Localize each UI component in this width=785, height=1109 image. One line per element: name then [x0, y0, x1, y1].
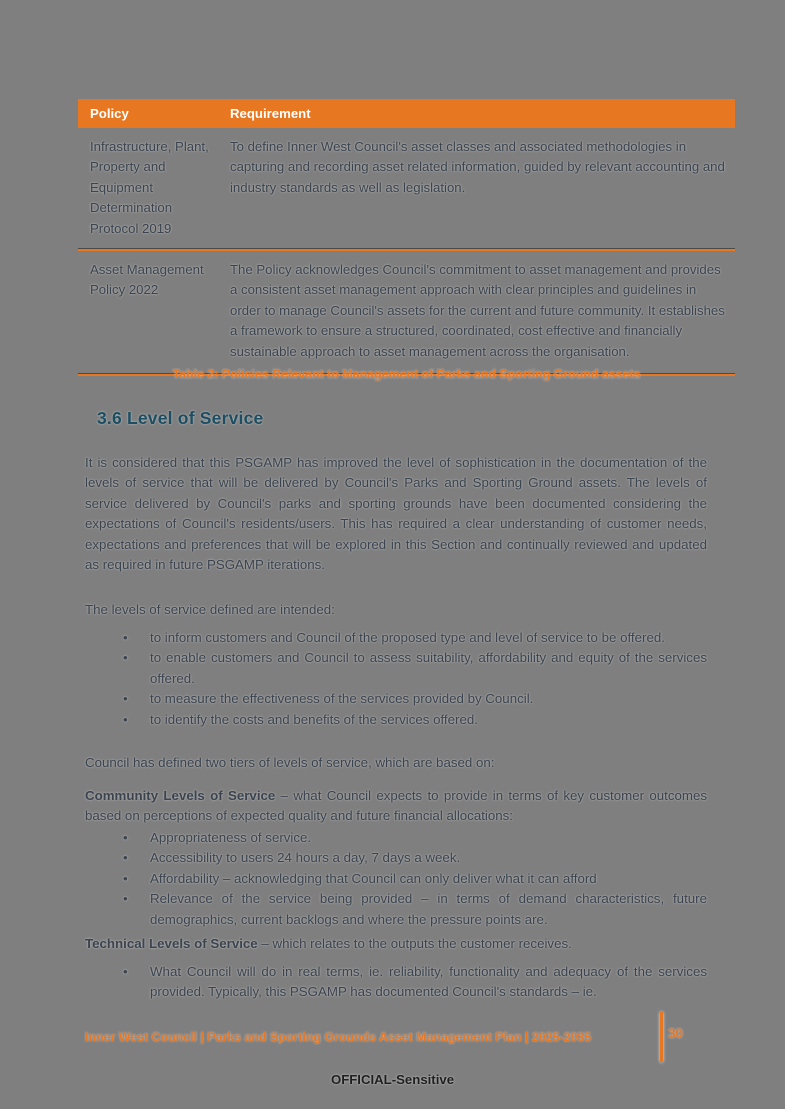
community-levels-lead: Community Levels of Service [85, 788, 276, 803]
table-caption: Table 2: Policies Relevant to Management of Parks and Sporting Ground assets [172, 367, 641, 381]
paragraph-technical-levels [85, 934, 707, 954]
table-cell-policy: Asset Management Policy 2022 [90, 262, 204, 298]
list-item: • to enable customers and Council to assess suitability, affordability and equity of the services offered. [85, 648, 707, 689]
list-item: • to inform customers and Council of the proposed type and level of service to be offered. [85, 628, 707, 648]
table-header-policy: Policy [90, 106, 129, 121]
table-cell-requirement: The Policy acknowledges Council's commitment to asset management and provides a consistent asset management approach with clear principles and guidelines in order to manage Council's assets for the current and future community. It establishes a framework to ensure a structured, coordinated, cost effective and financially sustainable approach to asset management across the organisation. [230, 262, 725, 359]
technical-bullet-list [85, 962, 707, 1003]
table-header-row [78, 99, 735, 128]
paragraph-community-levels [85, 786, 707, 827]
classification-label: OFFICIAL-Sensitive [330, 1072, 455, 1087]
intended-bullet-list [85, 628, 707, 730]
table-header-requirement: Requirement [230, 106, 311, 121]
page-number-divider [660, 1012, 663, 1062]
page-number: 30 [668, 1026, 684, 1041]
paragraph-intended: The levels of service defined are intended: [85, 602, 335, 617]
list-item: • to measure the effectiveness of the services provided by Council. [85, 689, 707, 709]
community-bullet-list [85, 828, 707, 930]
list-item: • What Council will do in real terms, ie. reliability, functionality and adequacy of the services provided. Typically, this PSGAMP has documented Council's standards – ie. [85, 962, 707, 1003]
technical-levels-text: – which relates to the outputs the customer receives. [257, 936, 572, 951]
section-heading: 3.6 Level of Service [97, 408, 264, 428]
list-item: • Relevance of the service being provided – in terms of demand characteristics, future demographics, current backlogs and where the pressure points are. [85, 889, 707, 930]
table-row [78, 251, 735, 373]
community-levels-text: – what Council expects to provide in terms of key customer outcomes based on perceptions of expected quality and future financial allocations: [85, 788, 707, 824]
table-cell-requirement: To define Inner West Council's asset classes and associated methodologies in capturing and recording asset related information, guided by relevant accounting and industry standards as well as legislation. [230, 139, 725, 195]
policies-table [78, 99, 735, 376]
table-cell-policy: Infrastructure, Plant, Property and Equipment Determination Protocol 2019 [90, 139, 209, 236]
paragraph-intro: It is considered that this PSGAMP has improved the level of sophistication in the documentation of the levels of service that will be delivered by Council's Parks and Sporting Ground assets. The levels of service delivered by Council's parks and sporting grounds have been documented considering the expectations of Council's residents/users. This has required a clear understanding of customer needs, expectations and preferences that will be explored in this Section and continually reviewed and updated as required in future PSGAMP iterations. [85, 455, 707, 573]
list-item: • Affordability – acknowledging that Council can only deliver what it can afford [85, 869, 707, 889]
paragraph-tiers: Council has defined two tiers of levels of service, which are based on: [85, 755, 495, 770]
list-item: • Appropriateness of service. [85, 828, 707, 848]
table-row [78, 128, 735, 248]
footer-document-title: Inner West Council | Parks and Sporting Grounds Asset Management Plan | 2025-2035 [85, 1030, 592, 1044]
technical-levels-lead: Technical Levels of Service [85, 936, 258, 951]
list-item: • Accessibility to users 24 hours a day, 7 days a week. [85, 848, 707, 868]
list-item: • to identify the costs and benefits of the services offered. [85, 710, 707, 730]
